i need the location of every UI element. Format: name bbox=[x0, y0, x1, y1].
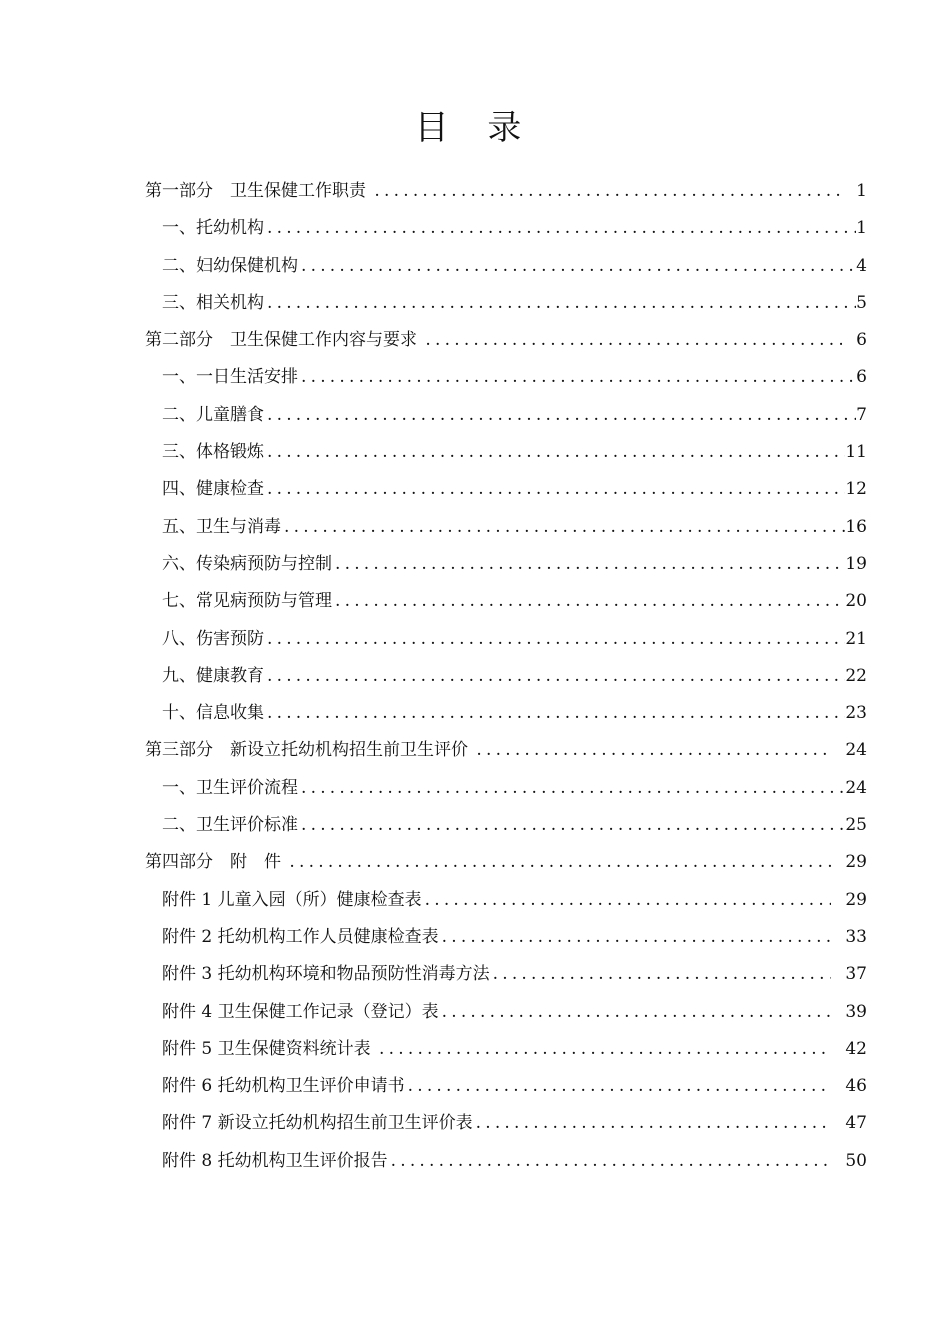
dot-leader bbox=[332, 591, 845, 611]
toc-entry-page: 50 bbox=[845, 1150, 867, 1171]
toc-entry-page: 23 bbox=[845, 703, 867, 724]
toc-entry-label: 第三部分 新设立托幼机构招生前卫生评价 bbox=[145, 740, 474, 761]
toc-entry[interactable] bbox=[145, 549, 867, 586]
toc-entry-label: 第四部分 附 件 bbox=[145, 852, 287, 873]
dot-leader bbox=[281, 517, 845, 537]
dot-leader bbox=[264, 442, 845, 462]
dot-leader bbox=[332, 554, 845, 574]
toc-entry-label: 附件 3 托幼机构环境和物品预防性消毒方法 bbox=[162, 964, 490, 985]
toc-entry-page: 24 bbox=[845, 740, 867, 761]
toc-entry[interactable] bbox=[145, 1108, 867, 1145]
toc-entry-label: 二、儿童膳食 bbox=[162, 404, 264, 425]
toc-entry-label: 附件 1 儿童入园（所）健康检查表 bbox=[162, 889, 422, 910]
toc-entry-page: 12 bbox=[845, 479, 867, 500]
toc-entry-page: 29 bbox=[845, 852, 867, 873]
toc-entry-label: 附件 5 卫生保健资料统计表 bbox=[162, 1038, 377, 1059]
toc-entry-label: 二、卫生评价标准 bbox=[162, 815, 298, 836]
toc-entry-page: 4 bbox=[856, 255, 867, 276]
toc-entry[interactable] bbox=[145, 735, 867, 772]
dot-leader bbox=[298, 367, 856, 387]
toc-entry[interactable] bbox=[145, 176, 867, 213]
toc-entry-page: 20 bbox=[845, 591, 867, 612]
toc-entry-page: 25 bbox=[845, 815, 867, 836]
toc-entry-label: 六、传染病预防与控制 bbox=[162, 553, 332, 574]
toc-entry-page: 29 bbox=[845, 889, 867, 910]
dot-leader bbox=[388, 1151, 832, 1171]
toc-entry-page: 37 bbox=[845, 964, 867, 985]
dot-leader bbox=[490, 964, 832, 984]
dot-leader bbox=[439, 927, 832, 947]
dot-leader bbox=[298, 778, 845, 798]
dot-leader bbox=[473, 740, 831, 760]
toc-entry[interactable] bbox=[145, 847, 867, 884]
toc-entry[interactable] bbox=[145, 773, 867, 810]
toc-entry-label: 十、信息收集 bbox=[162, 703, 264, 724]
dot-leader bbox=[264, 629, 845, 649]
dot-leader bbox=[473, 1113, 832, 1133]
toc-entry-page: 21 bbox=[845, 628, 867, 649]
dot-leader bbox=[376, 1039, 831, 1059]
dot-leader bbox=[422, 890, 832, 910]
toc-entry-label: 三、相关机构 bbox=[162, 292, 264, 313]
toc-entry[interactable] bbox=[145, 213, 867, 250]
toc-entry-label: 第二部分 卫生保健工作内容与要求 bbox=[145, 330, 423, 351]
toc-entry[interactable] bbox=[145, 1071, 867, 1108]
toc-entry-label: 附件 8 托幼机构卫生评价报告 bbox=[162, 1150, 388, 1171]
toc-entry[interactable] bbox=[145, 885, 867, 922]
toc-entry-label: 三、体格锻炼 bbox=[162, 442, 264, 463]
toc-entry[interactable] bbox=[145, 922, 867, 959]
toc-entry-label: 附件 2 托幼机构工作人员健康检查表 bbox=[162, 926, 439, 947]
dot-leader bbox=[264, 405, 856, 425]
toc-entry-page: 19 bbox=[845, 553, 867, 574]
toc-entry-label: 七、常见病预防与管理 bbox=[162, 591, 332, 612]
toc-entry-page: 22 bbox=[845, 665, 867, 686]
page-title: 目 录 bbox=[414, 108, 536, 148]
toc-entry[interactable] bbox=[145, 698, 867, 735]
toc-entry[interactable] bbox=[145, 512, 867, 549]
table-of-contents bbox=[145, 176, 867, 1183]
toc-entry[interactable] bbox=[145, 959, 867, 996]
toc-entry-page: 11 bbox=[845, 442, 867, 463]
dot-leader bbox=[264, 293, 856, 313]
toc-entry[interactable] bbox=[145, 474, 867, 511]
dot-leader bbox=[298, 256, 856, 276]
dot-leader bbox=[422, 330, 842, 350]
toc-entry-label: 九、健康教育 bbox=[162, 665, 264, 686]
toc-entry[interactable] bbox=[145, 997, 867, 1034]
dot-leader bbox=[298, 815, 845, 835]
dot-leader bbox=[439, 1002, 832, 1022]
toc-entry-page: 24 bbox=[845, 777, 867, 798]
toc-entry-label: 附件 4 卫生保健工作记录（登记）表 bbox=[162, 1001, 439, 1022]
toc-entry[interactable] bbox=[145, 437, 867, 474]
dot-leader bbox=[264, 218, 856, 238]
toc-entry[interactable] bbox=[145, 251, 867, 288]
toc-entry[interactable] bbox=[145, 1146, 867, 1183]
toc-entry-label: 五、卫生与消毒 bbox=[162, 516, 281, 537]
toc-entry-page: 39 bbox=[845, 1001, 867, 1022]
toc-entry-page: 5 bbox=[856, 292, 867, 313]
toc-entry-page: 7 bbox=[856, 404, 867, 425]
toc-entry-page: 1 bbox=[856, 218, 867, 239]
toc-entry[interactable] bbox=[145, 661, 867, 698]
toc-entry-label: 附件 7 新设立托幼机构招生前卫生评价表 bbox=[162, 1113, 473, 1134]
toc-entry[interactable] bbox=[145, 288, 867, 325]
dot-leader bbox=[264, 479, 845, 499]
toc-entry[interactable] bbox=[145, 362, 867, 399]
toc-entry[interactable] bbox=[145, 325, 867, 362]
toc-entry-page: 42 bbox=[845, 1038, 867, 1059]
toc-entry-label: 第一部分 卫生保健工作职责 bbox=[145, 181, 372, 201]
dot-leader bbox=[264, 666, 845, 686]
dot-leader bbox=[405, 1076, 832, 1096]
toc-entry-label: 八、伤害预防 bbox=[162, 628, 264, 649]
toc-entry-label: 一、一日生活安排 bbox=[162, 367, 298, 388]
toc-entry[interactable] bbox=[145, 586, 867, 623]
toc-entry-page: 6 bbox=[856, 330, 867, 351]
toc-entry[interactable] bbox=[145, 810, 867, 847]
toc-entry-page: 46 bbox=[845, 1076, 867, 1097]
toc-entry[interactable] bbox=[145, 624, 867, 661]
toc-entry-page: 33 bbox=[845, 926, 867, 947]
toc-entry-label: 一、卫生评价流程 bbox=[162, 777, 298, 798]
dot-leader bbox=[286, 852, 831, 872]
toc-entry-page: 47 bbox=[845, 1113, 867, 1134]
toc-entry-page: 6 bbox=[856, 367, 867, 388]
toc-entry-label: 附件 6 托幼机构卫生评价申请书 bbox=[162, 1076, 405, 1097]
toc-entry-label: 二、妇幼保健机构 bbox=[162, 255, 298, 276]
toc-entry[interactable] bbox=[145, 1034, 867, 1071]
dot-leader bbox=[371, 181, 842, 201]
toc-entry[interactable] bbox=[145, 400, 867, 437]
toc-entry-page: 1 bbox=[856, 181, 867, 201]
toc-entry-label: 一、托幼机构 bbox=[162, 218, 264, 239]
toc-entry-label: 四、健康检查 bbox=[162, 479, 264, 500]
dot-leader bbox=[264, 703, 845, 723]
toc-entry-page: 16 bbox=[845, 516, 867, 537]
